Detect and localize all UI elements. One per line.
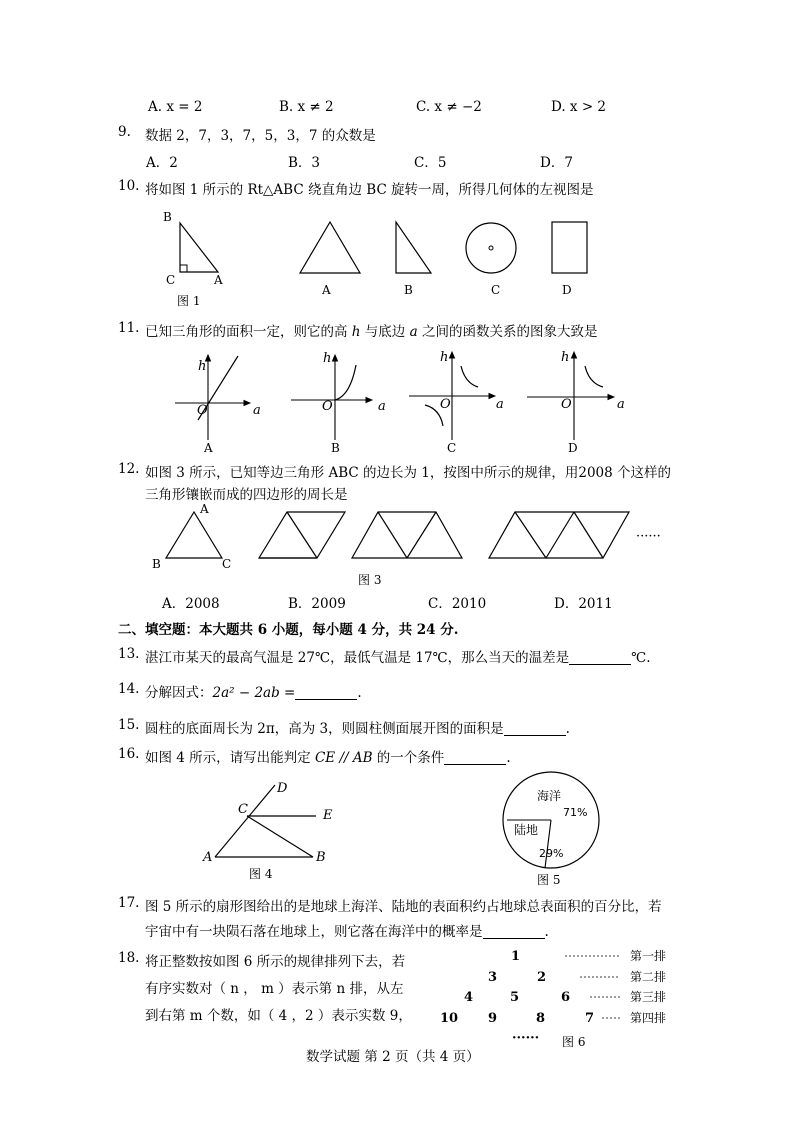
q9-option-d: D．7 [540,155,573,171]
q10-text: 将如图 1 所示的 Rt△ABC 绕直角边 BC 旋转一周，所得几何体的左视图是 [145,182,594,198]
q17-line1: 图 5 所示的扇形图给出的是地球上海洋、陆地的表面积约占地球总表面积的百分比，若 [145,899,662,915]
svg-text:O: O [197,403,208,418]
q9-text: 数据 2，7，3，7，5，3，7 的众数是 [145,128,376,144]
q10-option-b-label: B [404,283,413,297]
q9-option-b: B．3 [288,155,321,171]
q16-number: 16. [118,746,140,762]
q10-option-d-label: D [562,283,572,297]
q14-number: 14. [118,681,140,697]
q8-option-a: A. x = 2 [148,99,203,115]
svg-text:第三排: 第三排 [630,990,667,1004]
q10-option-c-label: C [491,283,501,297]
q8-option-b: B. x ≠ 2 [279,99,334,115]
q13-number: 13. [118,646,140,662]
q15-number: 15. [118,717,140,733]
svg-text:h: h [198,359,207,374]
q8-option-d: D. x > 2 [551,99,607,115]
q15-line: 圆柱的底面周长为 2π，高为 3，则圆柱侧面展开图的面积是 . [145,721,570,737]
pie-land-label: 陆地 [514,823,539,837]
svg-text:2: 2 [537,970,547,985]
pie-land-pct: 29% [539,847,564,860]
q14-line: 分解因式：2a² − 2ab = . [145,685,362,701]
q13-line: 湛江市某天的最高气温是 27℃，最低气温是 17℃，那么当天的温差是 ℃. [145,650,651,666]
svg-text:O: O [561,397,572,412]
q17-line2: 宇宙中有一块陨石落在地球上，则它落在海洋中的概率是 . [145,924,549,940]
svg-text:3: 3 [488,970,498,985]
svg-text:E: E [323,808,333,823]
q10-number: 10. [118,178,140,194]
svg-text:图 4: 图 4 [249,867,273,881]
section-title: 二、填空题：本大题共 6 小题，每小题 4 分，共 24 分. [118,622,459,638]
svg-text:5: 5 [510,990,520,1005]
q12-option-c: C．2010 [428,596,487,612]
svg-text:······: ······ [636,529,661,544]
svg-text:8: 8 [536,1011,546,1026]
svg-text:D: D [277,781,288,796]
pie-ocean-label: 海洋 [537,789,562,803]
svg-text:图 6: 图 6 [562,1035,586,1049]
graph-b-label: B [331,441,340,455]
q9-option-c: C．5 [414,155,447,171]
q16-line: 如图 4 所示，请写出能判定 CE // AB 的一个条件 . [145,750,511,766]
svg-text:1: 1 [511,949,521,964]
svg-text:h: h [323,351,332,366]
q18-line2: 有序实数对（ n ， m ）表示第 n 排，从左 [145,981,404,997]
q12-line1: 如图 3 所示，已知等边三角形 ABC 的边长为 1，按图中所示的规律，用2008 个这样的 [145,465,672,481]
pie-ocean-pct: 71% [563,806,588,819]
q11-number: 11. [118,320,140,336]
svg-text:7: 7 [585,1011,595,1026]
fig1-label-b: B [163,210,172,224]
svg-text:a: a [617,397,625,412]
svg-text:B: B [316,850,326,865]
q18-number: 18. [118,950,140,966]
svg-text:A: A [200,502,209,516]
q12-number: 12. [118,461,140,477]
svg-text:O: O [440,397,451,412]
q17-number: 17. [118,895,140,911]
svg-text:a: a [496,397,504,412]
svg-text:第一排: 第一排 [630,949,667,963]
svg-text:······: ······ [512,1031,540,1046]
svg-text:图 3: 图 3 [358,573,382,587]
q12-option-a: A．2008 [162,596,220,612]
page-footer: 数学试题 第 2 页（共 4 页） [306,1049,480,1065]
svg-text:4: 4 [464,990,474,1005]
svg-text:a: a [378,399,386,414]
q12-option-b: B．2009 [288,596,346,612]
svg-text:a: a [253,403,261,418]
svg-text:第二排: 第二排 [630,970,667,984]
svg-text:A: A [203,850,213,865]
svg-text:第四排: 第四排 [630,1011,667,1025]
fig1-label-a: A [214,273,223,287]
q10-option-a-label: A [322,283,331,297]
q18-line3: 到右第 m 个数，如（ 4 ，2 ）表示实数 9， [145,1008,412,1024]
svg-text:9: 9 [488,1011,498,1026]
fig1-label-c: C [166,273,176,287]
svg-text:O: O [322,399,333,414]
svg-text:C: C [222,557,232,571]
svg-text:h: h [561,350,570,365]
graph-a-label: A [204,441,213,455]
svg-text:图 5: 图 5 [537,873,561,887]
svg-text:10: 10 [440,1011,459,1026]
graph-d-label: D [568,441,578,455]
q9-number: 9. [118,124,131,140]
q12-option-d: D．2011 [554,596,613,612]
q9-option-a: A．2 [146,155,178,171]
q11-text: 已知三角形的面积一定，则它的高 h 与底边 a 之间的函数关系的图象大致是 [145,324,598,340]
svg-text:h: h [440,350,449,365]
fig1-caption: 图 1 [177,294,201,308]
q18-line1: 将正整数按如图 6 所示的规律排列下去，若 [145,954,406,970]
graph-c-label: C [447,441,457,455]
svg-text:C: C [238,802,248,817]
svg-text:B: B [152,557,161,571]
q8-option-c: C. x ≠ −2 [416,99,482,115]
svg-text:6: 6 [561,990,571,1005]
q12-line2: 三角形镶嵌而成的四边形的周长是 [145,487,348,503]
